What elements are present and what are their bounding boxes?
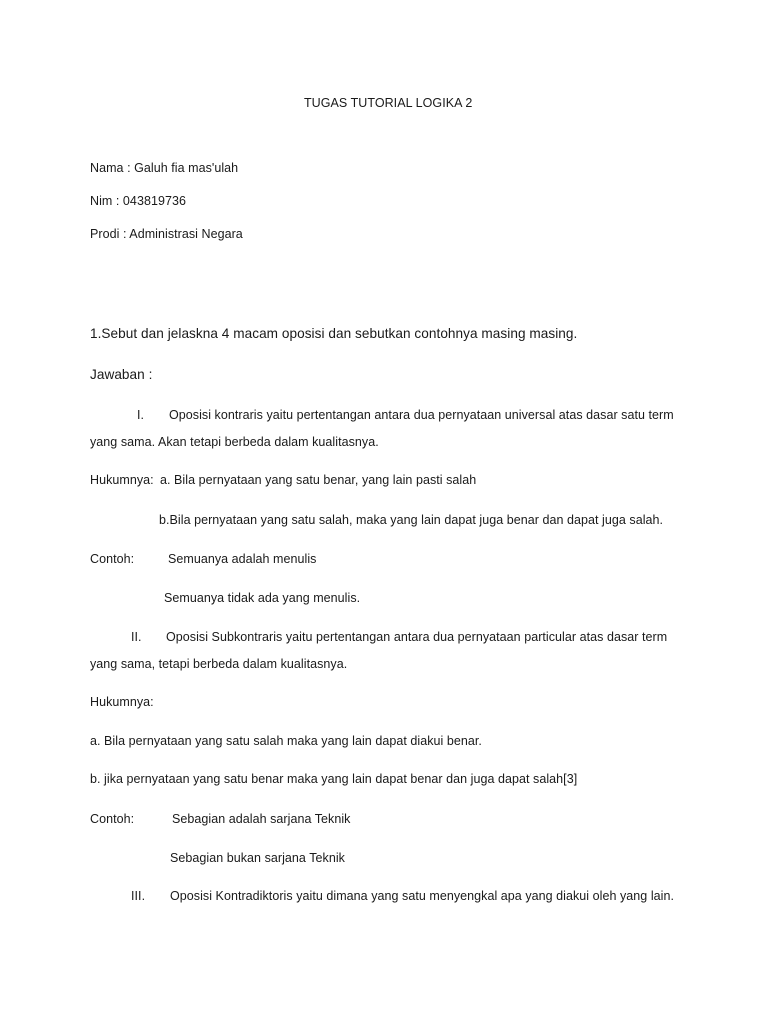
section-1-example-label: Contoh: [90, 552, 135, 566]
section-1-line-2: yang sama. Akan tetapi berbeda dalam kualitasnya. [90, 435, 379, 449]
section-1-example-2: Semuanya tidak ada yang menulis. [164, 591, 361, 605]
section-1-law-label: Hukumnya: [90, 473, 154, 487]
section-1-line-1: Oposisi kontraris yaitu pertentangan antara dua pernyataan universal atas dasar satu term [169, 408, 674, 422]
section-2-law-a: a. Bila pernyataan yang satu salah maka yang lain dapat diakui benar. [90, 734, 482, 748]
section-2-numeral: II. [131, 630, 142, 644]
section-1-law-b: b.Bila pernyataan yang satu salah, maka yang lain dapat juga benar dan dapat juga salah. [159, 513, 664, 527]
section-2-example-1: Sebagian adalah sarjana Teknik [172, 812, 351, 826]
section-2-law-label: Hukumnya: [90, 695, 154, 709]
section-1-example-1: Semuanya adalah menulis [168, 552, 317, 566]
section-2-line-2: yang sama, tetapi berbeda dalam kualitasnya. [90, 657, 348, 671]
section-2-example-2: Sebagian bukan sarjana Teknik [170, 851, 345, 865]
section-3-line-1: Oposisi Kontradiktoris yaitu dimana yang satu menyengkal apa yang diakui oleh yang lain. [170, 889, 675, 903]
student-prodi: Prodi : Administrasi Negara [90, 227, 243, 241]
document-title: TUGAS TUTORIAL LOGIKA 2 [304, 96, 473, 110]
student-name: Nama : Galuh fia mas'ulah [90, 161, 239, 175]
section-1-numeral: I. [137, 408, 145, 422]
student-nim: Nim : 043819736 [90, 194, 186, 208]
section-2-line-1: Oposisi Subkontraris yaitu pertentangan antara dua pernyataan particular atas dasar term [166, 630, 668, 644]
section-3-numeral: III. [131, 889, 146, 903]
section-1-law-a: a. Bila pernyataan yang satu benar, yang lain pasti salah [160, 473, 477, 487]
answer-label: Jawaban : [90, 367, 153, 382]
question-text: 1.Sebut dan jelaskna 4 macam oposisi dan sebutkan contohnya masing masing. [90, 326, 578, 341]
section-2-law-b: b. jika pernyataan yang satu benar maka yang lain dapat benar dan juga dapat salah[3] [90, 772, 578, 786]
section-2-example-label: Contoh: [90, 812, 135, 826]
